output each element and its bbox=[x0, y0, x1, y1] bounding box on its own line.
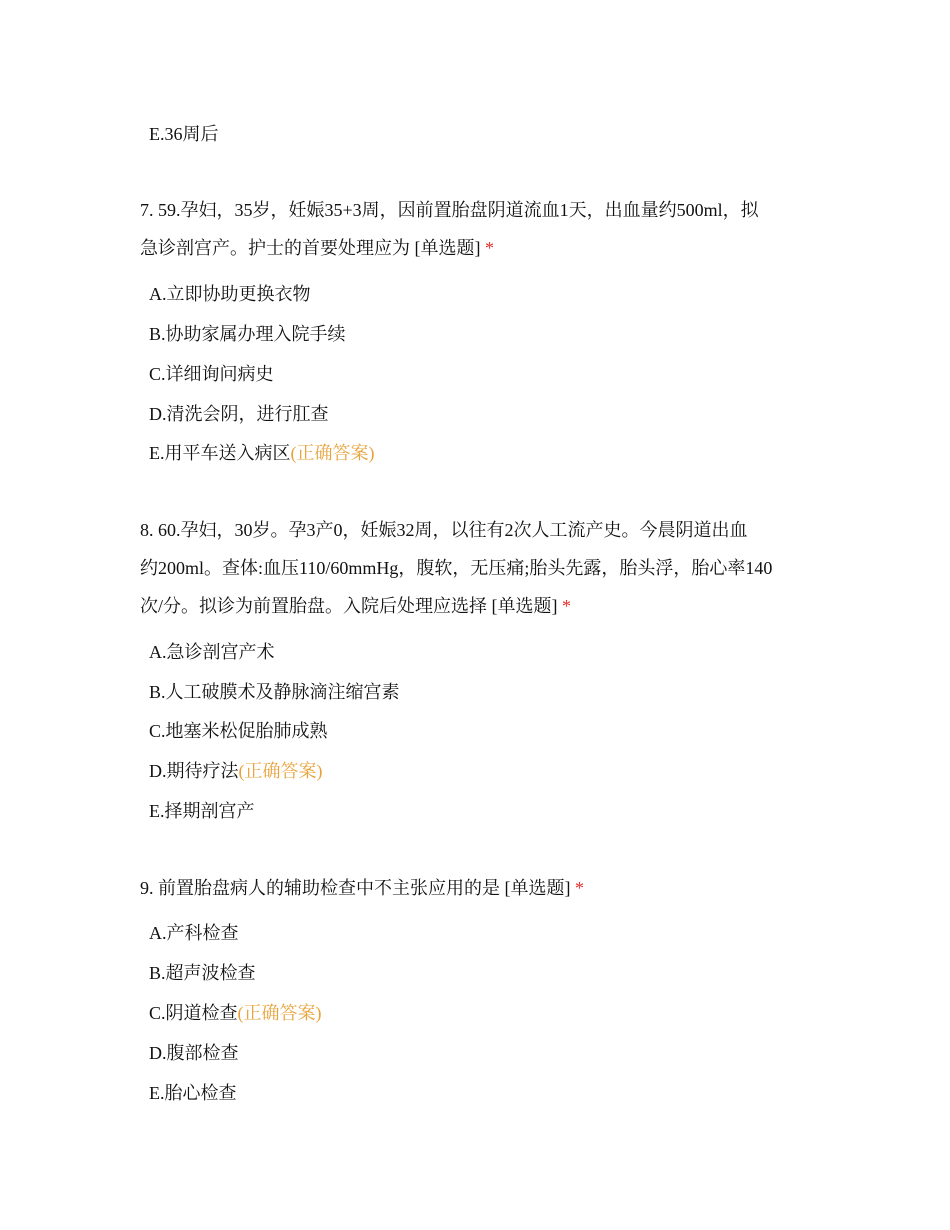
required-marker: * bbox=[575, 878, 584, 898]
question-text-line bbox=[140, 877, 584, 899]
option-text: A.产科检查 bbox=[149, 923, 239, 943]
question-text-line bbox=[140, 595, 571, 617]
option-text: B.协助家属办理入院手续 bbox=[149, 324, 346, 344]
question-text: 急诊剖宫产。护士的首要处理应为 [单选题] bbox=[140, 238, 481, 258]
question-text-line bbox=[140, 237, 494, 259]
option-text: D.腹部检查 bbox=[149, 1043, 239, 1063]
option-text: E.用平车送入病区 bbox=[149, 443, 291, 463]
option-text: C.阴道检查 bbox=[149, 1003, 238, 1023]
correct-answer-marker: (正确答案) bbox=[237, 1003, 322, 1023]
option-text: D.期待疗法 bbox=[149, 761, 239, 781]
question-text: 9. 前置胎盘病人的辅助检查中不主张应用的是 [单选题] bbox=[140, 878, 571, 898]
option-b bbox=[149, 962, 256, 984]
option-b bbox=[149, 323, 346, 345]
option-text: A.急诊剖宫产术 bbox=[149, 642, 275, 662]
option-d bbox=[149, 760, 323, 782]
question-text: 次/分。拟诊为前置胎盘。入院后处理应选择 [单选题] bbox=[140, 596, 558, 616]
option-d bbox=[149, 1042, 239, 1064]
option-a bbox=[149, 641, 275, 663]
correct-answer-marker: (正确答案) bbox=[290, 443, 375, 463]
option-text: D.清洗会阴，进行肛查 bbox=[149, 404, 329, 424]
option-previous-e bbox=[149, 123, 219, 145]
option-c bbox=[149, 720, 328, 742]
question-text-line: 7. 59.孕妇，35岁，妊娠35+3周，因前置胎盘阴道流血1天，出血量约500ml，拟 bbox=[140, 200, 759, 220]
option-e bbox=[149, 800, 255, 822]
option-a bbox=[149, 283, 311, 305]
required-marker: * bbox=[485, 238, 494, 258]
option-text: E.择期剖宫产 bbox=[149, 801, 255, 821]
option-e bbox=[149, 442, 375, 464]
correct-answer-marker: (正确答案) bbox=[238, 761, 323, 781]
option-text: B.超声波检查 bbox=[149, 963, 256, 983]
option-text: A.立即协助更换衣物 bbox=[149, 284, 311, 304]
required-marker: * bbox=[562, 596, 571, 616]
option-d bbox=[149, 403, 329, 425]
option-text: C.详细询问病史 bbox=[149, 364, 274, 384]
option-text: E.胎心检查 bbox=[149, 1083, 237, 1103]
option-text: C.地塞米松促胎肺成熟 bbox=[149, 721, 328, 741]
option-b bbox=[149, 681, 400, 703]
option-text: B.人工破膜术及静脉滴注缩宫素 bbox=[149, 682, 400, 702]
option-e bbox=[149, 1082, 237, 1104]
option-c bbox=[149, 363, 274, 385]
option-c bbox=[149, 1002, 322, 1024]
option-a bbox=[149, 922, 239, 944]
question-text-line: 8. 60.孕妇，30岁。孕3产0，妊娠32周，以往有2次人工流产史。今晨阴道出血 bbox=[140, 520, 748, 540]
question-text-line: 约200ml。查体:血压110/60mmHg，腹软，无压痛;胎头先露，胎头浮，胎心率140 bbox=[140, 558, 773, 578]
option-text: E.36周后 bbox=[149, 124, 219, 144]
